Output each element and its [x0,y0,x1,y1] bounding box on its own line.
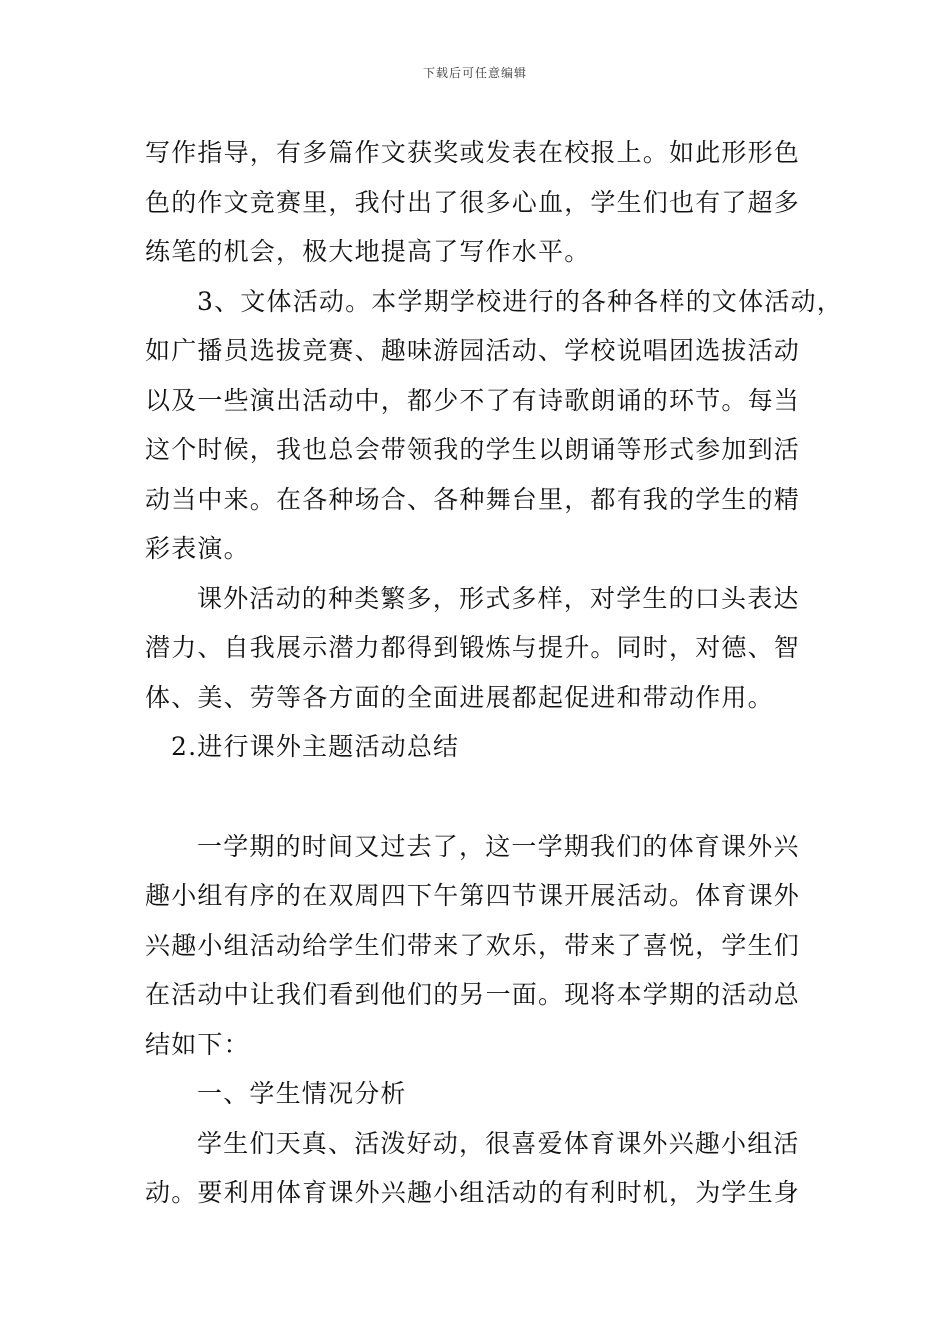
text-line: 学生们天真、活泼好动，很喜爱体育课外兴趣小组活 [197,1128,800,1158]
text-line: 一学期的时间又过去了，这一学期我们的体育课外兴 [197,831,800,861]
section-heading: 2.进行课外主题活动总结 [171,732,460,761]
document-body [145,128,843,1218]
text-line: 3、文体活动。本学期学校进行的各种各样的文体活动， [197,286,843,316]
text-line: 练笔的机会，极大地提高了写作水平。 [145,237,591,266]
text-line: 动。要利用体育课外兴趣小组活动的有利时机，为学生身 [145,1178,801,1207]
text-line: 结如下： [145,1029,250,1059]
text-line: 动当中来。在各种场合、各种舞台里，都有我的学生的精 [145,484,801,514]
text-line: 彩表演。 [145,534,250,563]
text-line: 以及一些演出活动中，都少不了有诗歌朗诵的环节。每当 [145,385,801,415]
blank-gap [145,772,825,822]
text-line: 如广播员选拔竞赛、趣味游园活动、学校说唱团选拔活动 [145,336,801,365]
page-header-note: 下载后可任意编辑 [422,66,527,80]
text-line: 写作指导，有多篇作文获奖或发表在校报上。如此形形色 [145,138,801,167]
text-line: 课外活动的种类繁多，形式多样，对学生的口头表达 [197,583,800,613]
text-line: 在活动中让我们看到他们的另一面。现将本学期的活动总 [145,980,801,1009]
text-line: 趣小组有序的在双周四下午第四节课开展活动。体育课外 [145,881,801,910]
text-line: 色的作文竞赛里，我付出了很多心血，学生们也有了超多 [145,187,801,217]
text-line: 潜力、自我展示潜力都得到锻炼与提升。同时，对德、智 [145,633,801,662]
text-line: 体、美、劳等各方面的全面进展都起促进和带动作用。 [145,682,774,712]
text-line: 兴趣小组活动给学生们带来了欢乐，带来了喜悦，学生们 [145,930,801,960]
text-line: 这个时候，我也总会带领我的学生以朗诵等形式参加到活 [145,435,801,464]
subsection-heading: 一、学生情况分析 [197,1079,407,1108]
